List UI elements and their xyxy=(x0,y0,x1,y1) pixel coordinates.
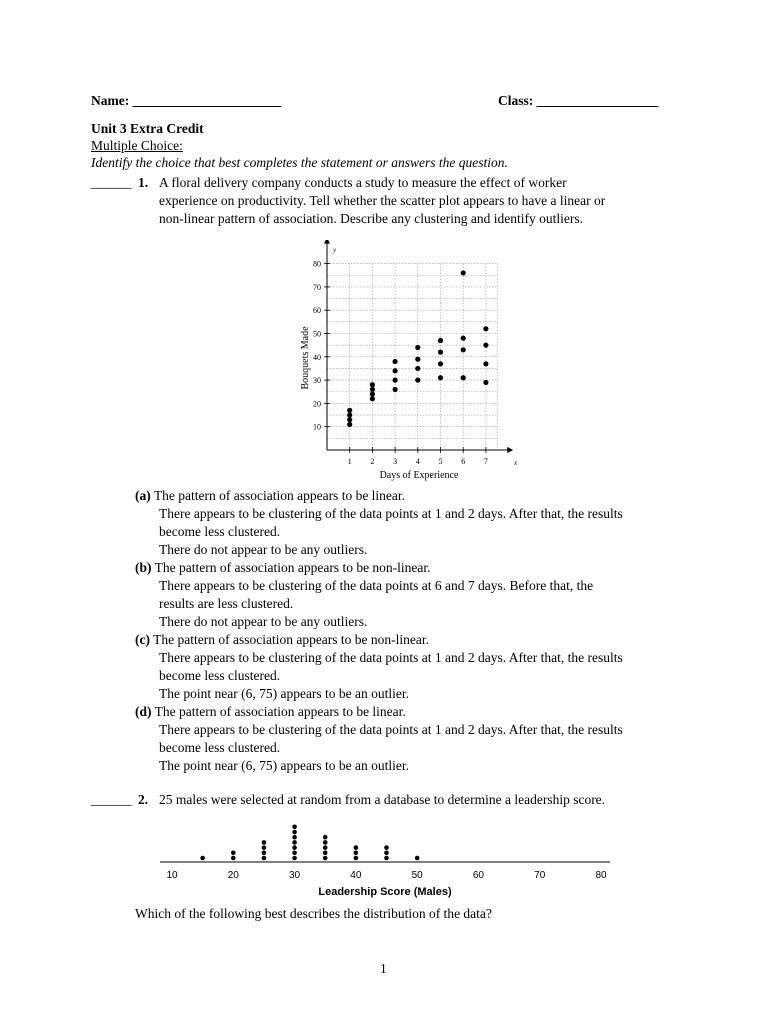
dot-plot-x-label: Leadership Score (Males) xyxy=(318,886,452,898)
x-tick-label: 7 xyxy=(483,457,488,466)
option-line: become less clustered. xyxy=(159,524,281,539)
dot-plot-dot xyxy=(231,856,236,861)
scatter-y-label: Bouquets Made xyxy=(300,326,311,390)
scatter-point xyxy=(393,387,398,392)
option-letter: (a) xyxy=(135,488,151,503)
x-tick-label: 6 xyxy=(461,457,466,466)
q2-answer-blank[interactable]: ______ xyxy=(91,792,132,807)
page-number: 1 xyxy=(380,961,387,976)
scatter-point xyxy=(461,347,466,352)
option-line: There appears to be clustering of the data points at 1 and 2 days. After that, the results xyxy=(159,506,623,521)
scatter-point xyxy=(415,378,420,383)
dot-plot-dot xyxy=(384,851,389,856)
scatter-point xyxy=(393,359,398,364)
y-tick-label: 80 xyxy=(313,259,321,269)
option-a[interactable] xyxy=(135,487,623,559)
dot-plot-dot xyxy=(292,840,297,845)
dot-plot-tick-label: 70 xyxy=(534,870,546,881)
option-first-line: The pattern of association appears to be non-linear. xyxy=(153,632,430,647)
y-tick-label: 10 xyxy=(313,422,321,432)
dot-plot-dot xyxy=(292,825,297,830)
option-first-line: The pattern of association appears to be non-linear. xyxy=(154,560,431,575)
scatter-point xyxy=(438,350,443,355)
scatter-point xyxy=(415,357,420,362)
x-tick-label: 2 xyxy=(370,457,375,466)
scatter-point xyxy=(438,375,443,380)
y-tick-label: 70 xyxy=(313,282,321,292)
option-line: There appears to be clustering of the data points at 1 and 2 days. After that, the results xyxy=(159,722,623,737)
scatter-point xyxy=(347,408,352,413)
option-letter: (c) xyxy=(135,632,150,647)
q2-number: 2. xyxy=(138,792,149,807)
x-tick-label: 4 xyxy=(415,457,420,466)
q1-options xyxy=(135,487,623,775)
scatter-point xyxy=(483,326,488,331)
dot-plot-dot xyxy=(262,845,267,850)
dot-plot-dot xyxy=(292,851,297,856)
instructions: Identify the choice that best completes the statement or answers the question. xyxy=(91,155,508,170)
y-tick-label: 20 xyxy=(313,399,321,409)
dot-plot-dot xyxy=(292,845,297,850)
dot-plot-tick-label: 80 xyxy=(595,870,607,881)
q1-text-line: A floral delivery company conducts a study to measure the effect of worker xyxy=(159,175,567,190)
scatter-point xyxy=(347,422,352,427)
scatter-point xyxy=(483,380,488,385)
option-line: results are less clustered. xyxy=(159,596,294,611)
dot-plot-dot xyxy=(292,830,297,835)
y-tick-label: 50 xyxy=(313,329,321,339)
x-axis-arrow xyxy=(507,447,513,453)
scatter-point xyxy=(438,361,443,366)
dot-plot-dot xyxy=(323,845,328,850)
q1-text-line: experience on productivity. Tell whether the scatter plot appears to have a linear or xyxy=(159,193,606,208)
section-heading: Multiple Choice: xyxy=(91,138,183,153)
dot-plot-dot xyxy=(231,851,236,856)
class-field[interactable] xyxy=(498,93,658,109)
y-tick-label: 40 xyxy=(313,352,321,362)
scatter-point xyxy=(461,270,466,275)
option-line: There do not appear to be any outliers. xyxy=(159,614,368,629)
name-field[interactable] xyxy=(91,93,281,109)
scatter-point xyxy=(393,378,398,383)
name-blank[interactable]: ______________________ xyxy=(132,93,282,108)
scatter-point xyxy=(347,417,352,422)
scatter-point xyxy=(438,338,443,343)
dot-plot-dot xyxy=(384,845,389,850)
option-line: There do not appear to be any outliers. xyxy=(159,542,368,557)
q1-text-line: non-linear pattern of association. Describe any clustering and identify outliers. xyxy=(159,211,583,226)
name-label: Name: xyxy=(91,93,130,108)
y-tick-label: 30 xyxy=(313,376,321,386)
x-tick-label: 3 xyxy=(393,457,398,466)
dot-plot-tick-label: 20 xyxy=(227,870,239,881)
q1-number: 1. xyxy=(138,175,149,190)
scatter-grid xyxy=(327,264,497,450)
dot-plot-tick-label: 10 xyxy=(166,870,178,881)
scatter-point xyxy=(415,366,420,371)
dot-plot-dot xyxy=(200,856,205,861)
option-first-line: The pattern of association appears to be linear. xyxy=(153,488,406,503)
scatter-point xyxy=(483,361,488,366)
q1-text xyxy=(159,174,605,228)
scatter-point xyxy=(415,345,420,350)
scatter-point xyxy=(370,391,375,396)
option-line: become less clustered. xyxy=(159,740,281,755)
option-line: The point near (6, 75) appears to be an outlier. xyxy=(159,758,410,773)
option-first-line: The pattern of association appears to be linear. xyxy=(154,704,406,719)
dot-plot xyxy=(155,820,615,900)
dot-plot-tick-label: 50 xyxy=(411,870,423,881)
y-tick-label: 60 xyxy=(313,306,321,316)
dot-plot-dot xyxy=(323,856,328,861)
scatter-point xyxy=(370,396,375,401)
dot-plot-dot xyxy=(323,840,328,845)
dot-plot-tick-label: 30 xyxy=(289,870,301,881)
dot-plot-dot xyxy=(354,856,359,861)
scatter-plot xyxy=(295,240,530,485)
dot-plot-dot xyxy=(292,835,297,840)
x-tick-label: 1 xyxy=(347,457,352,466)
dot-plot-tick-label: 60 xyxy=(472,870,484,881)
scatter-y-axis-letter: y xyxy=(333,246,337,254)
y-axis-arrow xyxy=(324,240,330,244)
dot-plot-dot xyxy=(384,856,389,861)
option-line: The point near (6, 75) appears to be an outlier. xyxy=(159,686,410,701)
dot-plot-dot xyxy=(262,856,267,861)
option-c[interactable] xyxy=(135,631,623,703)
class-blank[interactable]: __________________ xyxy=(536,93,659,108)
scatter-x-label: Days of Experience xyxy=(379,470,459,481)
dot-plot-dot xyxy=(415,856,420,861)
dot-plot-tick-label: 40 xyxy=(350,870,362,881)
q1-answer-blank[interactable]: ______ xyxy=(91,175,132,190)
option-line: There appears to be clustering of the data points at 6 and 7 days. Before that, the xyxy=(159,578,594,593)
scatter-point xyxy=(370,387,375,392)
scatter-point xyxy=(461,375,466,380)
scatter-point xyxy=(461,336,466,341)
dot-plot-dot xyxy=(354,851,359,856)
scatter-x-axis-letter: x xyxy=(514,459,518,467)
scatter-point xyxy=(393,368,398,373)
dot-plot-dot xyxy=(323,835,328,840)
scatter-point xyxy=(347,412,352,417)
scatter-point xyxy=(483,343,488,348)
option-line: There appears to be clustering of the data points at 1 and 2 days. After that, the results xyxy=(159,650,623,665)
dot-plot-dots xyxy=(200,825,419,861)
dot-plot-dot xyxy=(292,856,297,861)
dot-plot-dot xyxy=(354,845,359,850)
dot-plot-ticks xyxy=(166,870,607,881)
scatter-point xyxy=(370,382,375,387)
option-letter: (d) xyxy=(135,704,152,719)
option-b[interactable] xyxy=(135,559,623,631)
q2-text: 25 males were selected at random from a database to determine a leadership score. xyxy=(159,792,606,807)
option-d[interactable] xyxy=(135,703,623,775)
dot-plot-dot xyxy=(262,851,267,856)
page-title: Unit 3 Extra Credit xyxy=(91,121,204,136)
option-line: become less clustered. xyxy=(159,668,281,683)
dot-plot-dot xyxy=(323,851,328,856)
x-tick-label: 5 xyxy=(438,457,443,466)
option-letter: (b) xyxy=(135,560,152,575)
class-label: Class: xyxy=(498,93,534,108)
dot-plot-dot xyxy=(262,840,267,845)
q2-question: Which of the following best describes the distribution of the data? xyxy=(135,906,492,921)
